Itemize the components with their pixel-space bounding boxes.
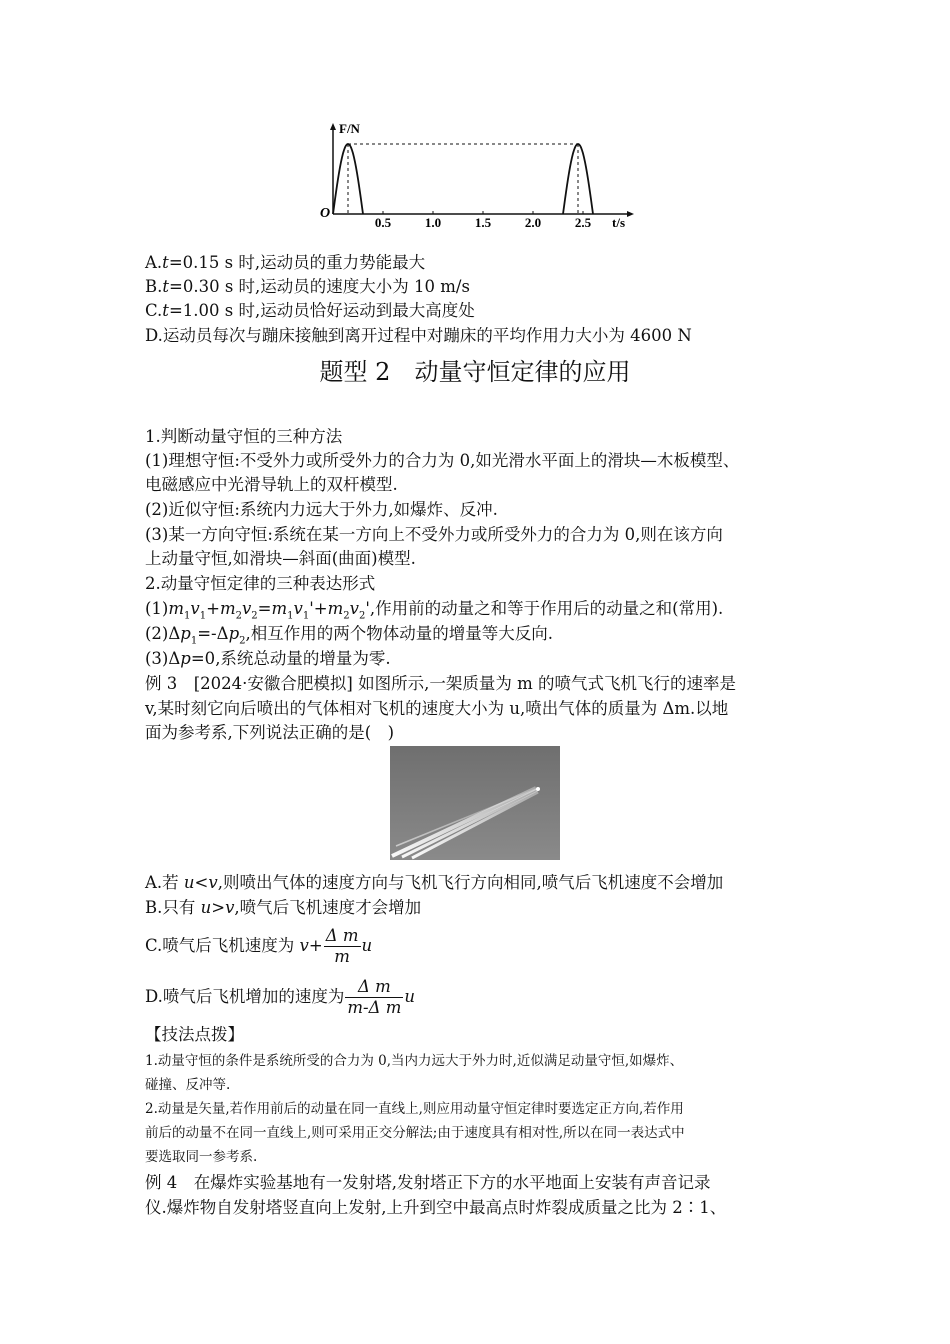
example-3-line: 例 3 [2024·安徽合肥模拟] 如图所示,一架质量为 m 的喷气式飞机飞行的速率是 [145,674,736,693]
example-4-line: 仪.爆炸物自发射塔竖直向上发射,上升到空中最高点时炸裂成质量之比为 2∶1、 [145,1198,727,1217]
tip-heading: 【技法点拨】 [145,1025,244,1044]
force-pulse-curve [333,144,363,214]
paragraph: 上动量守恒,如滑块—斜面(曲面)模型. [145,549,416,568]
tip-line: 前后的动量不在同一直线上,则可采用正交分解法;由于速度具有相对性,所以在同一表达式中 [145,1125,685,1141]
example-3-line: v,某时刻它向后喷出的气体相对飞机的速度大小为 u,喷出气体的质量为 Δm.以地 [145,699,729,718]
paragraph: 2.动量守恒定律的三种表达形式 [145,574,376,593]
example-3-line: 面为参考系,下列说法正确的是( ) [145,723,395,742]
x-tick-label: 1.5 [474,215,492,230]
x-tick-label: 2.5 [574,215,592,230]
force-pulse-curve [563,144,593,214]
option-c: C.t=1.00 s 时,运动员恰好运动到最大高度处 [145,301,475,320]
tip-line: 要选取同一参考系. [145,1149,258,1165]
x-axis-label: t/s [612,215,625,230]
x-tick-label: 2.0 [524,215,542,230]
paragraph: (2)近似守恒:系统内力远大于外力,如爆炸、反冲. [145,500,498,519]
paragraph: 电磁感应中光滑导轨上的双杆模型. [145,475,398,494]
tip-line: 2.动量是矢量,若作用前后的动量在同一直线上,则应用动量守恒定律时要选定正方向,若作用 [145,1101,684,1117]
fraction: $\frac{\text{Δ m}}{\text{m-Δ m}}$ [347,977,402,1017]
x-axis-arrow [627,211,634,217]
option-a: A.t=0.15 s 时,运动员的重力势能最大 [145,253,426,272]
tip-line: 碰撞、反冲等. [145,1077,231,1093]
y-axis-arrow [330,123,336,130]
paragraph: 1.判断动量守恒的三种方法 [145,427,343,446]
formula-1: $(1)m_1v_1+m_2v_2=m_1v_1'+m_2v_2'$,作用前的动量之和等于作用后的动量之和(常用). [145,599,724,622]
option-d: D.运动员每次与蹦床接触到离开过程中对蹦床的平均作用力大小为 4600 N [145,326,692,345]
option-b: B.t=0.30 s 时,运动员的速度大小为 10 m/s [145,277,470,296]
formula-3: (3)Δp=0,系统总动量的增量为零. [145,649,391,668]
x-tick-label: 1.0 [424,215,442,230]
chart-layer [320,121,634,230]
paragraph: (3)某一方向守恒:系统在某一方向上不受外力或所受外力的合力为 0,则在该方向 [145,525,723,544]
choice-d: D.喷气后飞机增加的速度为 $\frac{\text{Δ m}}{\text{m-Δ m}}$ u [145,977,416,1017]
jet-contrail-photo [390,746,560,860]
x-tick-label: 0.5 [374,215,392,230]
choice-b: B.只有 u>v,喷气后飞机速度才会增加 [145,898,422,917]
force-time-graph [315,118,645,230]
example-4-line: 例 4 在爆炸实验基地有一发射塔,发射塔正下方的水平地面上安装有声音记录 [145,1173,711,1192]
formula-2: $(2)\Delta p_1=-\Delta p_2$,相互作用的两个物体动量的增量等大反向. [145,624,553,647]
choice-a: A.若 u<v,则喷出气体的速度方向与飞机飞行方向相同,喷气后飞机速度不会增加 [145,873,724,892]
origin-label: O [320,206,331,221]
paragraph: (1)理想守恒:不受外力或所受外力的合力为 0,如光滑水平面上的滑块—木板模型、 [145,451,740,470]
section-title: 题型 2 动量守恒定律的应用 [319,358,631,386]
tip-line: 1.动量守恒的条件是系统所受的合力为 0,当内力远大于外力时,近似满足动量守恒,如爆炸、 [145,1053,684,1069]
y-axis-label: F/N [339,121,360,136]
fraction: $\frac{\text{Δ m}}{m}$ [325,926,359,966]
choice-c: C.喷气后飞机速度为 v+ $\frac{\text{Δ m}}{m}$ u [145,926,373,966]
